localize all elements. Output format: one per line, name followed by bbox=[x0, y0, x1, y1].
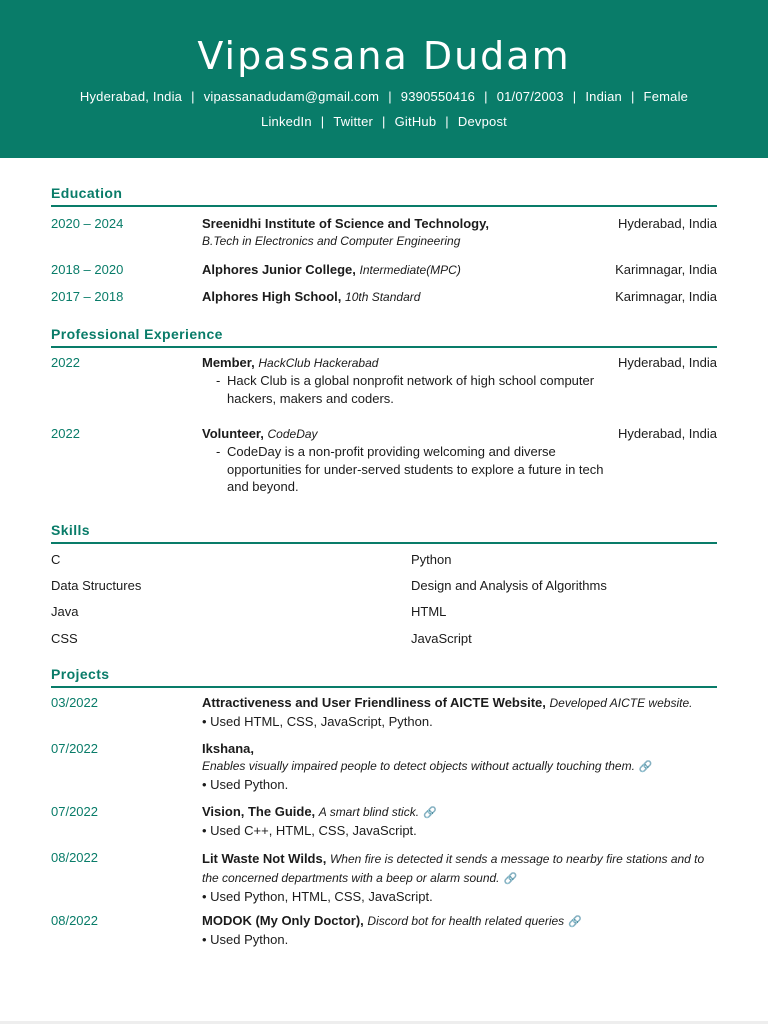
school-name: Sreenidhi Institute of Science and Technology, bbox=[202, 216, 490, 231]
github-link[interactable]: GitHub bbox=[394, 114, 437, 129]
education-heading: Education bbox=[51, 185, 717, 207]
project-name: Attractiveness and User Friendliness of AICTE Website, bbox=[202, 695, 546, 710]
separator: | bbox=[445, 114, 449, 129]
project-body bbox=[202, 741, 717, 793]
project-body bbox=[202, 913, 717, 948]
experience-location: Hyderabad, India bbox=[617, 426, 717, 441]
contact-gender: Female bbox=[643, 89, 689, 104]
separator: | bbox=[572, 89, 577, 104]
education-location: Karimnagar, India bbox=[615, 262, 717, 277]
school-name: Alphores High School, bbox=[202, 289, 342, 304]
link-icon[interactable]: 🔗 bbox=[568, 916, 582, 928]
project-tech: • Used Python, HTML, CSS, JavaScript. bbox=[202, 889, 433, 904]
experience-org: CodeDay bbox=[267, 427, 318, 441]
contact-dob: 01/07/2003 bbox=[496, 89, 564, 104]
experience-role: Member, bbox=[202, 355, 255, 370]
contact-email-link[interactable]: vipassanadudam@gmail.com bbox=[203, 89, 380, 104]
project-date: 07/2022 bbox=[51, 804, 98, 819]
project-name: Vision, The Guide, bbox=[202, 804, 316, 819]
project-body bbox=[202, 695, 717, 730]
degree: B.Tech in Electronics and Computer Engineering bbox=[202, 234, 461, 248]
separator: | bbox=[484, 89, 488, 104]
project-date: 08/2022 bbox=[51, 913, 98, 928]
projects-heading: Projects bbox=[51, 666, 717, 688]
project-desc: When fire is detected it sends a message to nearby fire stations and to the concerned departments with a beep or alarm sound. bbox=[202, 852, 705, 885]
link-icon[interactable]: 🔗 bbox=[638, 761, 653, 773]
social-links-line bbox=[0, 114, 768, 129]
skill-item: CSS bbox=[51, 631, 78, 646]
experience-desc-list bbox=[216, 443, 717, 496]
project-name: MODOK (My Only Doctor), bbox=[202, 913, 364, 928]
experience-date: 2022 bbox=[51, 426, 80, 441]
experience-org: HackClub Hackerabad bbox=[258, 356, 379, 370]
contact-line bbox=[0, 89, 768, 104]
project-desc: Discord bot for health related queries bbox=[367, 914, 565, 928]
project-body bbox=[202, 850, 717, 905]
project-tech: • Used C++, HTML, CSS, JavaScript. bbox=[202, 823, 417, 838]
twitter-link[interactable]: Twitter bbox=[333, 114, 374, 129]
skill-item: Java bbox=[51, 604, 79, 619]
project-body bbox=[202, 804, 717, 839]
experience-role: Volunteer, bbox=[202, 426, 264, 441]
separator: | bbox=[388, 89, 392, 104]
education-date: 2018 – 2020 bbox=[51, 262, 124, 277]
contact-phone: 9390550416 bbox=[400, 89, 476, 104]
separator: | bbox=[191, 89, 195, 104]
separator: | bbox=[382, 114, 386, 129]
project-desc: A smart blind stick. bbox=[318, 805, 420, 819]
skill-item: Python bbox=[411, 552, 452, 567]
degree: Intermediate(MPC) bbox=[359, 263, 461, 277]
project-date: 03/2022 bbox=[51, 695, 98, 710]
skill-item: Design and Analysis of Algorithms bbox=[411, 578, 607, 593]
separator: | bbox=[320, 114, 325, 129]
skill-item: HTML bbox=[411, 604, 447, 619]
contact-nationality: Indian bbox=[585, 89, 622, 104]
education-date: 2020 – 2024 bbox=[51, 216, 124, 231]
link-icon[interactable]: 🔗 bbox=[423, 807, 437, 819]
degree: 10th Standard bbox=[345, 290, 421, 304]
experience-desc: - Hack Club is a global nonprofit network of high school computer hackers, makers and coders. bbox=[216, 372, 607, 407]
experience-location: Hyderabad, India bbox=[617, 355, 717, 370]
skill-item: JavaScript bbox=[411, 631, 472, 646]
project-desc: Developed AICTE website. bbox=[549, 696, 693, 710]
skill-item: C bbox=[51, 552, 61, 567]
skill-item: Data Structures bbox=[51, 578, 142, 593]
project-date: 08/2022 bbox=[51, 850, 98, 865]
contact-location: Hyderabad, India bbox=[79, 89, 183, 104]
skills-heading: Skills bbox=[51, 522, 717, 544]
project-tech: • Used HTML, CSS, JavaScript, Python. bbox=[202, 714, 433, 729]
project-name: Ikshana, bbox=[202, 741, 255, 756]
project-name: Lit Waste Not Wilds, bbox=[202, 851, 327, 866]
school-name: Alphores Junior College, bbox=[202, 262, 356, 277]
education-location: Hyderabad, India bbox=[617, 216, 717, 231]
linkedin-link[interactable]: LinkedIn bbox=[261, 114, 312, 129]
experience-date: 2022 bbox=[51, 355, 80, 370]
resume-header bbox=[0, 0, 768, 158]
education-location: Karimnagar, India bbox=[615, 289, 717, 304]
experience-desc: - CodeDay is a non-profit providing welcoming and diverse opportunities for under-served students to explore a future in tech and beyond. bbox=[216, 443, 607, 496]
link-icon[interactable]: 🔗 bbox=[503, 872, 518, 885]
project-tech: • Used Python. bbox=[202, 932, 289, 947]
project-desc: Enables visually impaired people to detect objects without actually touching them. bbox=[202, 759, 635, 773]
experience-heading: Professional Experience bbox=[51, 326, 717, 348]
separator: | bbox=[630, 89, 635, 104]
project-tech: • Used Python. bbox=[202, 777, 289, 792]
education-date: 2017 – 2018 bbox=[51, 289, 124, 304]
project-date: 07/2022 bbox=[51, 741, 98, 756]
devpost-link[interactable]: Devpost bbox=[457, 114, 507, 129]
experience-desc-list bbox=[216, 372, 717, 407]
candidate-name: Vipassana Dudam bbox=[197, 34, 571, 78]
